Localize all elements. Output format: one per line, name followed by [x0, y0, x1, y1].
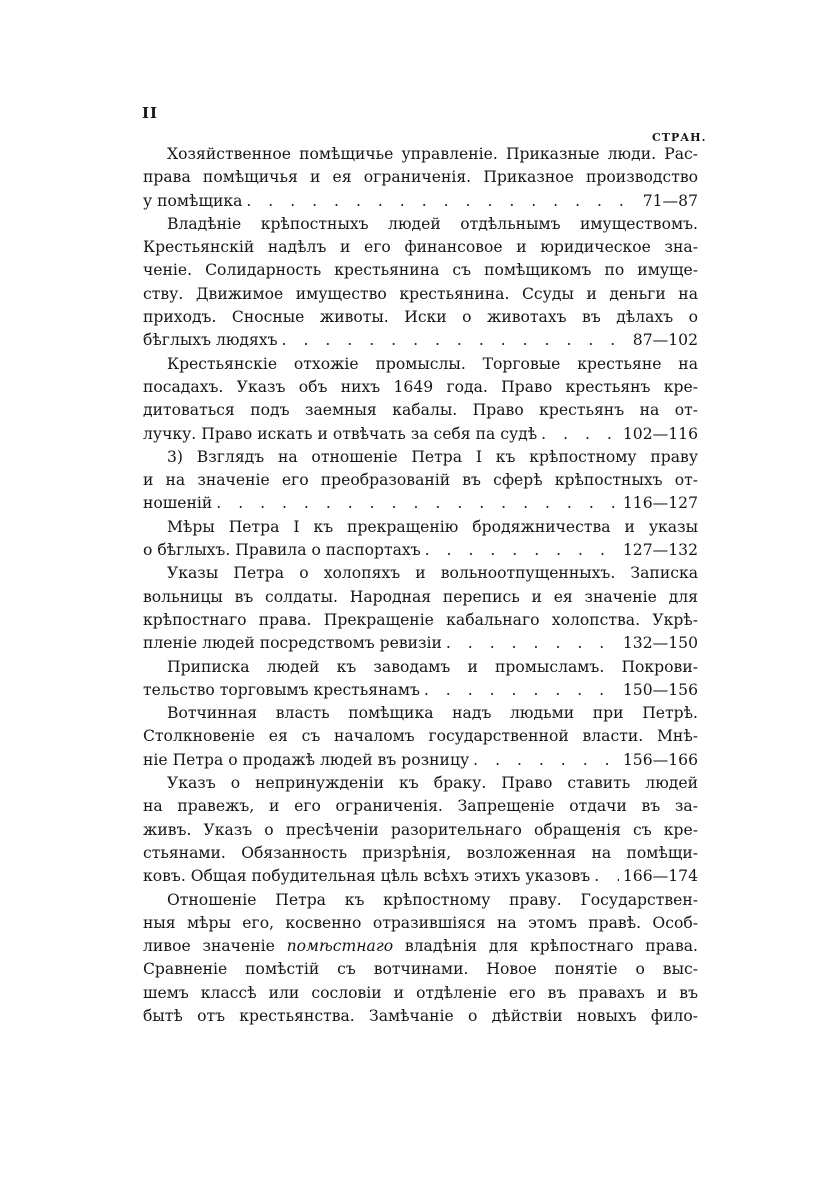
- toc-entry-line: Сравненіе помѣстій съ вотчинами. Новое понятіе о выс-: [143, 960, 698, 979]
- page-range: 87—102: [632, 331, 698, 350]
- pages-column-header: СТРАН.: [652, 131, 707, 144]
- toc-entry-line: на правежъ, и его ограниченія. Запрещеніе отдачи въ за-: [143, 797, 698, 816]
- page-range: 127—132: [622, 541, 698, 560]
- toc-entry-line: дитоваться подъ заемныя кабалы. Право крестьянъ на от-: [143, 401, 698, 420]
- toc-entry-line: бытѣ отъ крестьянства. Замѣчаніе о дѣйствіи новыхъ фило-: [143, 1006, 698, 1025]
- toc-entry: [143, 562, 698, 655]
- leader-dots: [594, 865, 619, 888]
- toc-entry-last-line: [143, 190, 698, 213]
- page-range: 71—87: [642, 191, 698, 210]
- toc-entry: [143, 889, 698, 1029]
- toc-entry-line: ченіе. Солидарность крестьянина съ помѣщикомъ по имуще-: [143, 261, 698, 280]
- toc-entry-line: Крестьянскіе отхожіе промыслы. Торговые крестьяне на: [167, 354, 698, 373]
- toc-entry-text: ковъ. Общая побудительная цѣль всѣхъ этихъ указовъ: [143, 867, 591, 886]
- toc-entry-text: у помѣщика: [143, 191, 243, 210]
- toc-entry-line: посадахъ. Указъ объ нихъ 1649 года. Право крестьянъ кре-: [143, 377, 698, 396]
- toc-entry-text: ношеній: [143, 494, 213, 513]
- page-range: 116—127: [622, 494, 698, 513]
- toc-entry-line: живъ. Указъ о пресѣченіи разорительнаго обращенія съ кре-: [143, 820, 698, 839]
- toc-entry-text: ніе Петра о продажѣ людей въ розницу: [143, 750, 470, 769]
- toc-entry-last-line: [143, 423, 698, 446]
- toc-entry-line: Указъ о непринужденіи къ браку. Право ставить людей: [167, 774, 698, 793]
- toc-entry-line: Указы Петра о холопяхъ и вольноотпущенныхъ. Записка: [167, 564, 698, 583]
- toc-entry-line: вольницы въ солдаты. Народная перепись и ея значеніе для: [143, 587, 698, 606]
- toc-entry: [143, 702, 698, 772]
- toc-entry-line: ству. Движимое имущество крестьянина. Ссуды и деньги на: [143, 284, 698, 303]
- toc-entry-line: Крестьянскій надѣлъ и его финансовое и юридическое зна-: [143, 238, 698, 257]
- toc-entry: [143, 772, 698, 888]
- toc-entry-line: Мѣры Петра I къ прекращенію бродяжничества и указы: [167, 517, 698, 536]
- toc-entry-last-line: [143, 492, 698, 515]
- leader-dots: [424, 679, 619, 702]
- toc-entry-last-line: [143, 539, 698, 562]
- leader-dots: [246, 190, 638, 213]
- leader-dots: [446, 632, 619, 655]
- toc-entry-line: Столкновеніе ея съ началомъ государственной власти. Мнѣ-: [143, 727, 698, 746]
- toc-entry-last-line: [143, 749, 698, 772]
- toc-entry: [143, 516, 698, 563]
- toc-entry-line: приходъ. Сносные животы. Иски о животахъ въ дѣлахъ о: [143, 308, 698, 327]
- page-number: II: [142, 104, 159, 122]
- page-range: 166—174: [622, 867, 698, 886]
- toc-entry-last-line: [143, 679, 698, 702]
- toc-entry-text: о бѣглыхъ. Правила о паспортахъ: [143, 541, 421, 560]
- toc-entry: [143, 446, 698, 516]
- leader-dots: [425, 539, 619, 562]
- toc-entry-text: тельство торговымъ крестьянамъ: [143, 680, 420, 699]
- toc-entry-line: стьянами. Обязанность призрѣнія, возложенная на помѣщи-: [143, 843, 698, 862]
- toc-entry-line: крѣпостнаго права. Прекращеніе кабальнаго холопства. Укрѣ-: [143, 610, 698, 629]
- leader-dots: [473, 749, 619, 772]
- toc-entry-line: ливое значеніе помѣстнаго владѣнія для крѣпостнаго права.: [143, 937, 698, 956]
- toc-entry-text: бѣглыхъ людяхъ: [143, 331, 278, 350]
- toc-entry-line: Владѣніе крѣпостныхъ людей отдѣльнымъ имуществомъ.: [167, 214, 698, 233]
- toc-entry: [143, 143, 698, 213]
- toc-entry-text: лучку. Право искать и отвѣчать за себя па судѣ: [143, 424, 538, 443]
- table-of-contents: [143, 143, 698, 1028]
- toc-entry-line: 3) Взглядъ на отношеніе Петра I къ крѣпостному праву: [167, 447, 698, 466]
- leader-dots: [216, 492, 619, 515]
- toc-entry-text: пленіе людей посредствомъ ревизіи: [143, 634, 442, 653]
- toc-entry-line: Отношеніе Петра къ крѣпостному праву. Государствен-: [167, 890, 698, 909]
- leader-dots: [282, 329, 629, 352]
- page-range: 150—156: [622, 680, 698, 699]
- leader-dots: [541, 423, 619, 446]
- toc-entry-last-line: [143, 329, 698, 352]
- toc-entry-last-line: [143, 632, 698, 655]
- toc-entry: [143, 353, 698, 446]
- page-range: 132—150: [622, 634, 698, 653]
- emphasized-word: помѣстнаго: [286, 937, 394, 956]
- toc-entry-line: ныя мѣры его, косвенно отразившіяся на этомъ правѣ. Особ-: [143, 913, 698, 932]
- toc-entry-line: шемъ классѣ или сословіи и отдѣленіе его въ правахъ и въ: [143, 983, 698, 1002]
- page-range: 102—116: [622, 424, 698, 443]
- toc-entry: [143, 656, 698, 703]
- toc-entry-line: Приписка людей къ заводамъ и промысламъ. Покрови-: [167, 657, 698, 676]
- toc-entry-line: права помѣщичья и ея ограниченія. Приказное производство: [143, 168, 698, 187]
- page-range: 156—166: [622, 750, 698, 769]
- toc-entry-last-line: [143, 865, 698, 888]
- toc-entry-line: и на значеніе его преобразованій въ сферѣ крѣпостныхъ от-: [143, 471, 698, 490]
- toc-entry: [143, 213, 698, 353]
- toc-entry-line: Хозяйственное помѣщичье управленіе. Приказные люди. Рас-: [167, 145, 698, 163]
- toc-entry-line: Вотчинная власть помѣщика надъ людьми при Петрѣ.: [167, 704, 698, 723]
